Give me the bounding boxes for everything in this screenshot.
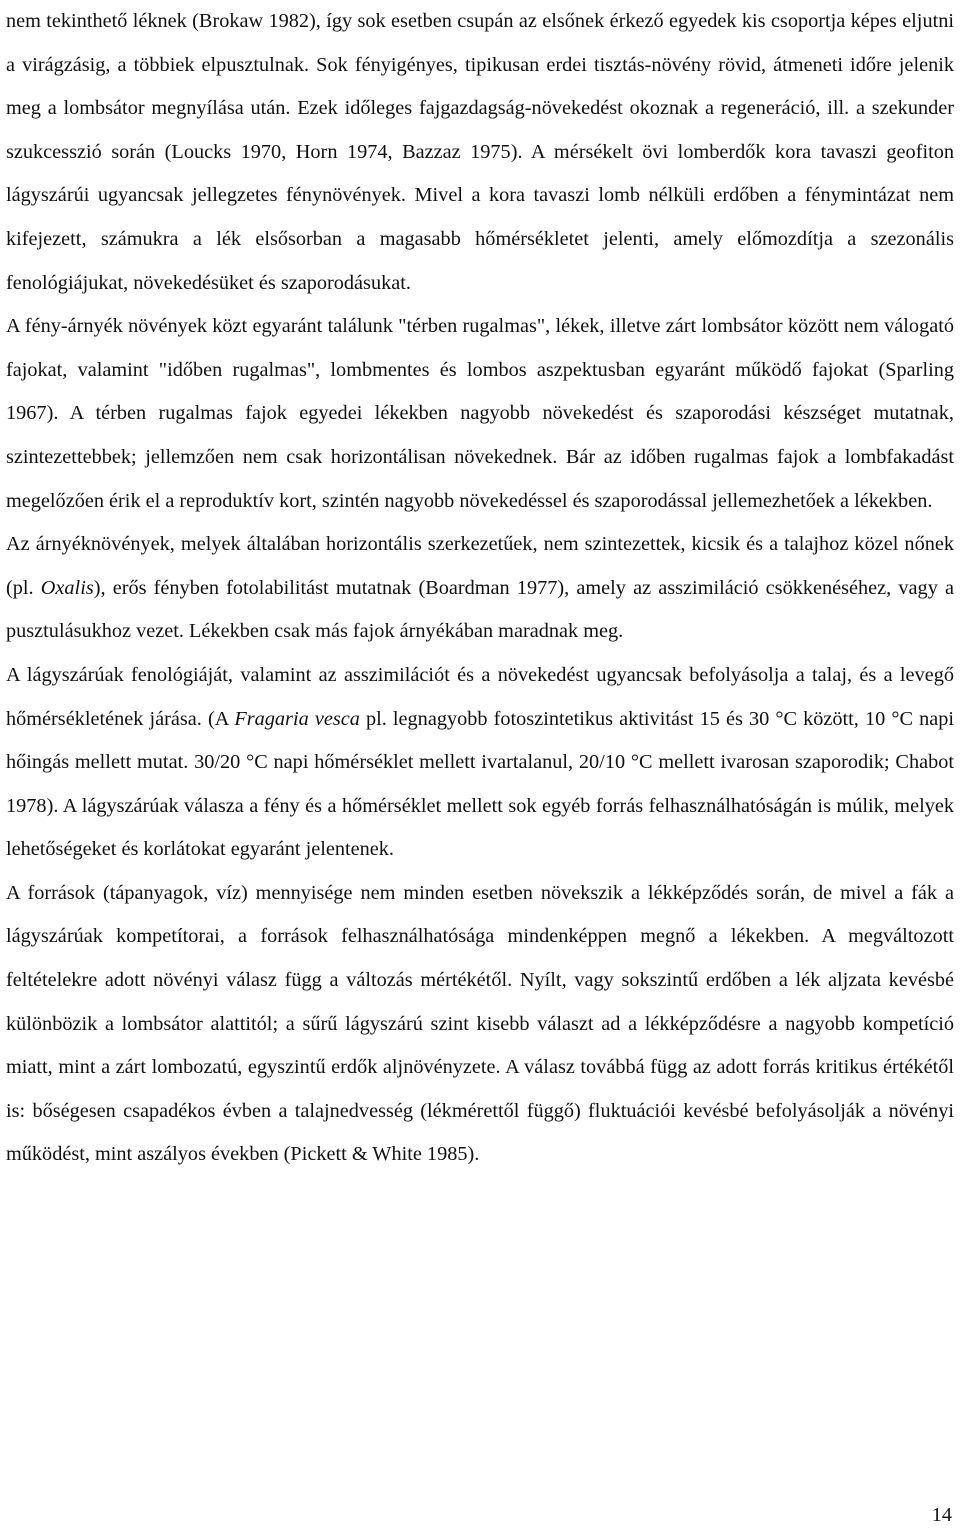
species-name-fragaria-vesca: Fragaria vesca	[234, 707, 360, 730]
paragraph-2	[6, 305, 954, 523]
paragraph-3	[6, 523, 954, 654]
document-body	[6, 0, 954, 1177]
paragraph-2-text: A fény-árnyék növények közt egyaránt találunk "térben rugalmas", lékek, illetve zárt lombsátor között nem válogató fajokat, valamint "időben rugalmas", lombmentes és lombos aszpektusban egyaránt működő fajokat (Sparling 1967). A térben rugalmas fajok egyedei lékekben nagyobb növekedést és szaporodási készséget mutatnak, szintezettebbek; jellemzően nem csak horizontálisan növekednek. Bár az időben rugalmas fajok a lombfakadást megelőzően érik el a reproduktív kort, szintén nagyobb növekedéssel és szaporodással jellemezhetőek a lékekben.	[6, 315, 954, 512]
paragraph-4-text-a: A lágyszárúak fenológiáját, valamint az asszimilációt és a növekedést ugyancsak befolyásolja a talaj, és a levegő hőmérsékletének járása. (A	[6, 663, 954, 730]
paragraph-1	[6, 0, 954, 305]
paragraph-5	[6, 872, 954, 1177]
paragraph-3-text-a: Az árnyéknövények, melyek általában horizontális szerkezetűek, nem szintezettek, kicsik és a talajhoz közel nőnek (pl.	[6, 533, 954, 599]
paragraph-4-text-b: pl. legnagyobb fotoszintetikus aktivitást 15 és 30 °C között, 10 °C napi hőingás mellett mutat. 30/20 °C napi hőmérséklet mellett ivartalanul, 20/10 °C mellett ivarosan szaporodik; Chabot 1978). A lágyszárúak válasza a fény és a hőmérséklet mellett sok egyéb forrás felhasználhatóságán is múlik, melyek lehetőségeket és korlátokat egyaránt jelentenek.	[6, 707, 954, 861]
species-name-oxalis: Oxalis	[40, 576, 94, 599]
page-number: 14	[931, 1504, 952, 1526]
paragraph-4	[6, 654, 954, 872]
paragraph-1-text: nem tekinthető léknek (Brokaw 1982), így sok esetben csupán az elsőnek érkező egyedek kis csoportja képes eljutni a virágzásig, a többiek elpusztulnak. Sok fényigényes, tipikusan erdei tisztás-növény rövid, átmeneti időre jelenik meg a lombsátor megnyílása után. Ezek időleges fajgazdagság-növekedést okoznak a regeneráció, ill. a szekunder szukcesszió során (Loucks 1970, Horn 1974, Bazzaz 1975). A mérsékelt övi lomberdők kora tavaszi geofiton lágyszárúi ugyancsak jellegzetes fénynövények. Mivel a kora tavaszi lomb nélküli erdőben a fénymintázat nem kifejezett, számukra a lék elsősorban a magasabb hőmérsékletet jelenti, amely előmozdítja a szezonális fenológiájukat, növekedésüket és szaporodásukat.	[6, 10, 954, 294]
paragraph-3-text-b: ), erős fényben fotolabilitást mutatnak (Boardman 1977), amely az asszimiláció csökkenéséhez, vagy a pusztulásukhoz vezet. Lékekben csak más fajok árnyékában maradnak meg.	[6, 576, 955, 643]
paragraph-5-text: A források (tápanyagok, víz) mennyisége nem minden esetben növekszik a lékképződés során, de mivel a fák a lágyszárúak kompetítorai, a források felhasználhatósága mindenképpen megnő a lékekben. A megváltozott feltételekre adott növényi válasz függ a változás mértékétől. Nyílt, vagy sokszintű erdőben a lék aljzata kevésbé különbözik a lombsátor alattitól; a sűrű lágyszárú szint kisebb választ ad a lékképződésre a nagyobb kompetíció miatt, mint a zárt lombozatú, egyszintű erdők aljnövényzete. A válasz továbbá függ az adott forrás kritikus értékétől is: bőségesen csapadékos évben a talajnedvesség (lékmérettől függő) fluktuációi kevésbé befolyásolják a növényi működést, mint aszályos években (Pickett & White 1985).	[6, 881, 954, 1166]
